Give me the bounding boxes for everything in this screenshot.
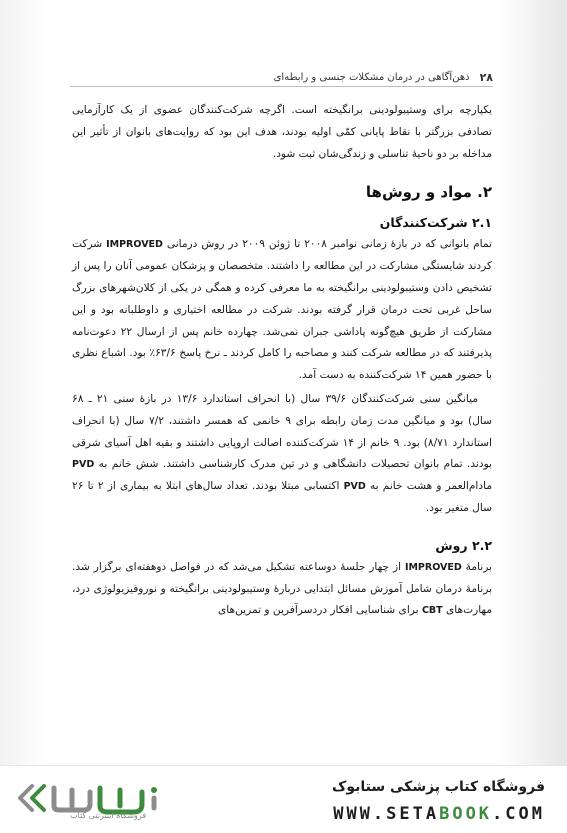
participants-paragraph-1: تمام بانوانی که در بازهٔ زمانی نوامبر ۲۰۰۸ تا ژوئن ۲۰۰۹ در روش درمانی IMPROVED شرکت کردند شایستگی مشارکت در این مطالعه را داشتند. متخصصان و پزشکان عمومی آنان را پس از تشخیص دادن وستیبولودینی برانگیخته به ما معرفی کرده و همگی در یکی از کلان‌شهرهای بزرگ ساحل غربی تحت درمان قرار گرفته بودند. شرکت در مطالعه اختیاری و داوطلبانه بود و این مشارکت از طریق هیچ‌گونه پاداشی جبران نمی‌شد. چهارده خانم پس از ارسال ۲۲ دعوت‌نامه پذیرفتند که در مطالعه شرکت کنند و مصاحبه را کامل کردند ـ نرخ پاسخ ۶۳/۶٪ بود. اشباع نظری با حضور همین ۱۴ شرکت‌کننده به دست آمد. (72, 238, 493, 382)
store-banner (0, 765, 567, 833)
intro-paragraph: یکپارچه برای وستیبولودینی برانگیخته است. اگرچه شرکت‌کنندگان عضوی از یک کارآزمایی تصادفی بزرگتر با نقاط پایانی کمّی اولیه بودند، هدف این بود که روایت‌های بانوان از تأثیر این مداخله بر دو ناحیهٔ تناسلی و زندگی‌شان ثبت شود. (72, 104, 492, 160)
method-paragraph: برنامهٔ IMPROVED از چهار جلسهٔ دوساعته تشکیل می‌شد که در فواصل دوهفته‌ای برگزار شد. برنامهٔ درمان شامل آموزش مسائل ابتدایی دربارهٔ وستیبولودینی برانگیخته و نوروفیزیولوژی درد، مهارت‌های CBT برای شناسایی افکار دردسرآفرین و تمرین‌های (72, 560, 492, 617)
chevron-icon (32, 786, 44, 810)
running-title: ذهن‌آگاهی در درمان مشکلات جنسی و رابطه‌ای (273, 71, 470, 83)
subsection-title-method: ۲.۲ روش (435, 537, 492, 553)
page-content (72, 100, 492, 624)
logo-subtext: فروشگاه اینترنتی کتاب (70, 811, 147, 820)
page-number: ۲۸ (479, 70, 493, 84)
subsection-title-participants: ۲.۱ شرکت‌کنندگان (379, 215, 492, 231)
participants-paragraph-2: میانگین سنی شرکت‌کنندگان ۳۹/۶ سال (با انحراف استاندارد ۱۳/۶ در بازهٔ سنی ۲۱ ـ ۶۸ سال) بود و میانگین مدت زمان رابطه برای ۹ خانمی که همسر داشتند، ۷/۲ سال (با انحراف استاندارد ۸/۷۱) بود. ۹ خانم از ۱۴ شرکت‌کننده اصالت اروپایی داشتند و بقیه اهل آسیای شرقی بودند. تمام بانوان تحصیلات دانشگاهی و در تین مدرک کارشناسی داشتند. شش خانم به PVD مادام‌العمر و هشت خانم به PVD اکتسابی مبتلا بودند. تعداد سال‌های ابتلا به بیماری از ۲ تا ۲۶ سال متغیر بود. (72, 392, 493, 514)
running-header (70, 68, 493, 87)
store-name: فروشگاه کتاب پزشکی ستابوک (332, 779, 545, 795)
store-url-link[interactable]: WWW.SETABOOK.COM (333, 804, 545, 824)
section-title: ۲. مواد و روش‌ها (365, 183, 492, 202)
